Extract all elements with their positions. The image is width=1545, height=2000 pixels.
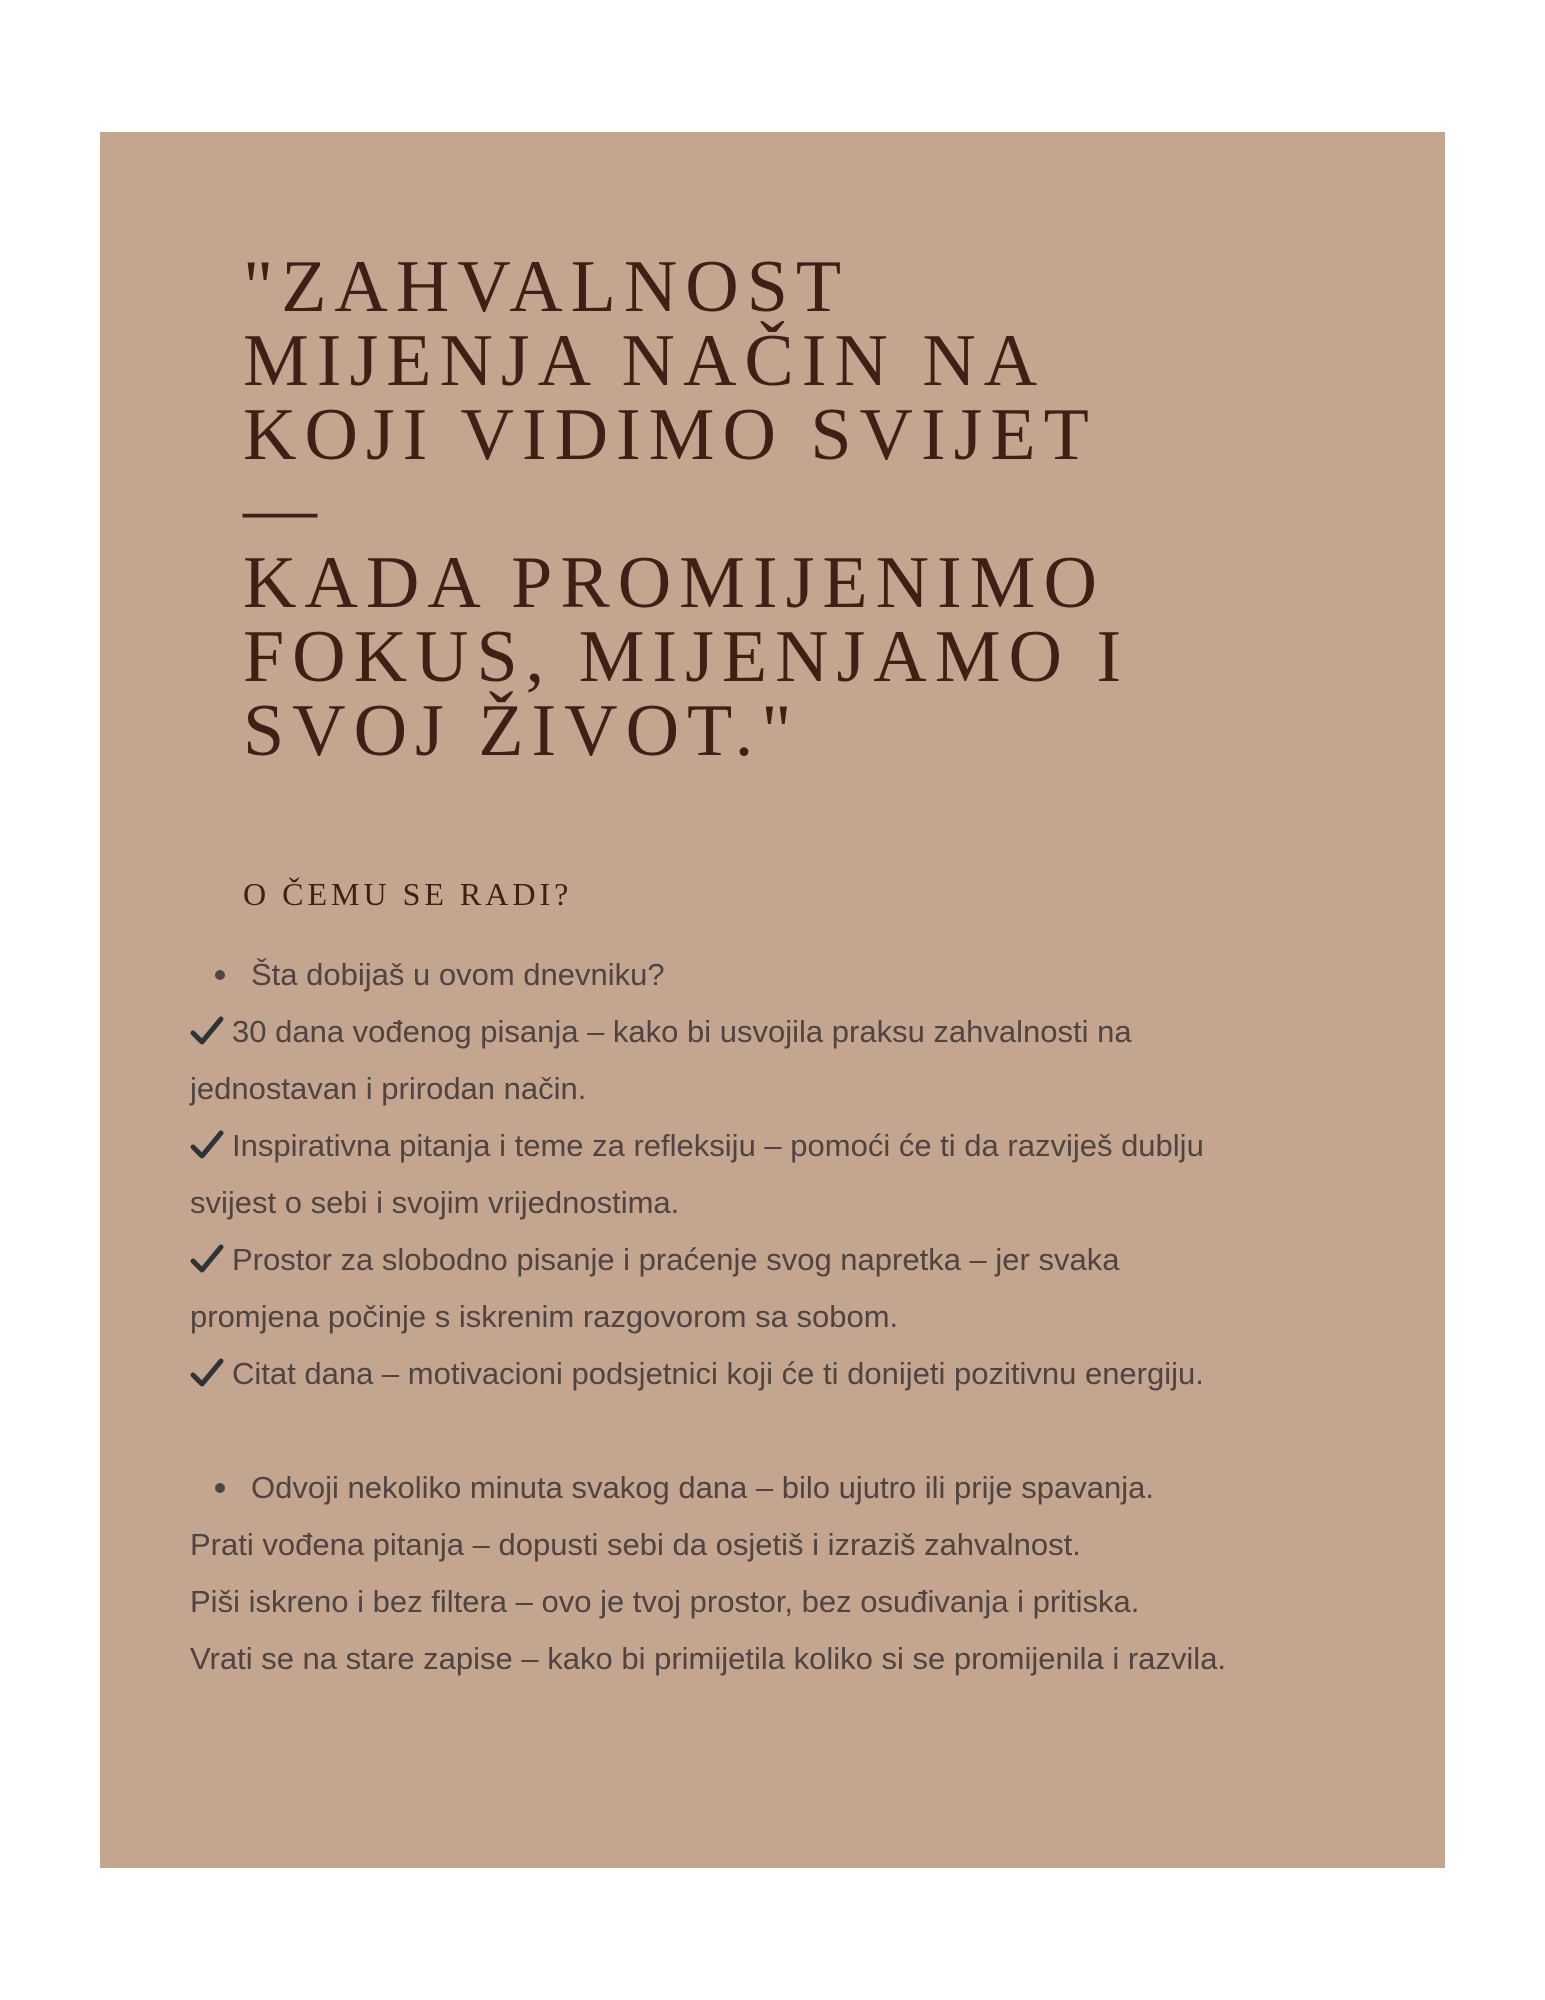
instruction-line: Piši iskreno i bez filtera – ovo je tvoj prostor, bez osuđivanja i pritiska.: [190, 1584, 1140, 1619]
instruction-line: Vrati se na stare zapise – kako bi primijetila koliko si se promijenila i razvila.: [190, 1641, 1227, 1676]
check-icon: [190, 1130, 224, 1160]
instruction-line: Prati vođena pitanja – dopusti sebi da osjetiš i izraziš zahvalnost.: [190, 1527, 1081, 1562]
quote-line: "ZAHVALNOST: [243, 246, 850, 328]
quote-dash: —: [243, 468, 325, 550]
checklist-item: [190, 1003, 1390, 1060]
content-panel: [100, 132, 1445, 1868]
check-icon: [190, 1244, 224, 1274]
list-item: [190, 946, 1390, 1003]
quote-heading: [243, 246, 1243, 772]
checklist-text-continued: svijest o sebi i svojim vrijednostima.: [190, 1185, 680, 1220]
list-item: [190, 1459, 1390, 1516]
quote-line: MIJENJA NAČIN NA: [243, 320, 1046, 402]
checklist-item: [190, 1117, 1390, 1174]
checklist-text-continued: promjena počinje s iskrenim razgovorom sa sobom.: [190, 1299, 899, 1334]
quote-line: FOKUS, MIJENJAMO I: [243, 616, 1130, 698]
quote-line: KADA PROMIJENIMO: [243, 542, 1105, 624]
bullet-icon: [215, 1483, 225, 1493]
checklist-item: [190, 1231, 1390, 1288]
bullet-icon: [215, 970, 225, 980]
checklist-text: Citat dana – motivacioni podsjetnici koji će ti donijeti pozitivnu energiju.: [232, 1356, 1204, 1391]
checklist-text: 30 dana vođenog pisanja – kako bi usvojila praksu zahvalnosti na: [232, 1014, 1132, 1049]
quote-line: SVOJ ŽIVOT.": [243, 690, 800, 772]
checklist-item: [190, 1345, 1390, 1402]
spacer: [190, 1402, 1390, 1459]
checklist-text-continued: jednostavan i prirodan način.: [190, 1071, 587, 1106]
checklist-text: Prostor za slobodno pisanje i praćenje svog napretka – jer svaka: [232, 1242, 1120, 1277]
bullet-text: Šta dobijaš u ovom dnevniku?: [251, 957, 665, 992]
checklist-text: Inspirativna pitanja i teme za refleksiju – pomoći će ti da razviješ dublju: [232, 1128, 1204, 1163]
bullet-text: Odvoji nekoliko minuta svakog dana – bilo ujutro ili prije spavanja.: [251, 1470, 1154, 1505]
check-icon: [190, 1016, 224, 1046]
quote-line: KOJI VIDIMO SVIJET: [243, 394, 1097, 476]
section-heading: O ČEMU SE RADI?: [243, 876, 573, 912]
check-icon: [190, 1358, 224, 1388]
body-text: [190, 946, 1390, 1687]
